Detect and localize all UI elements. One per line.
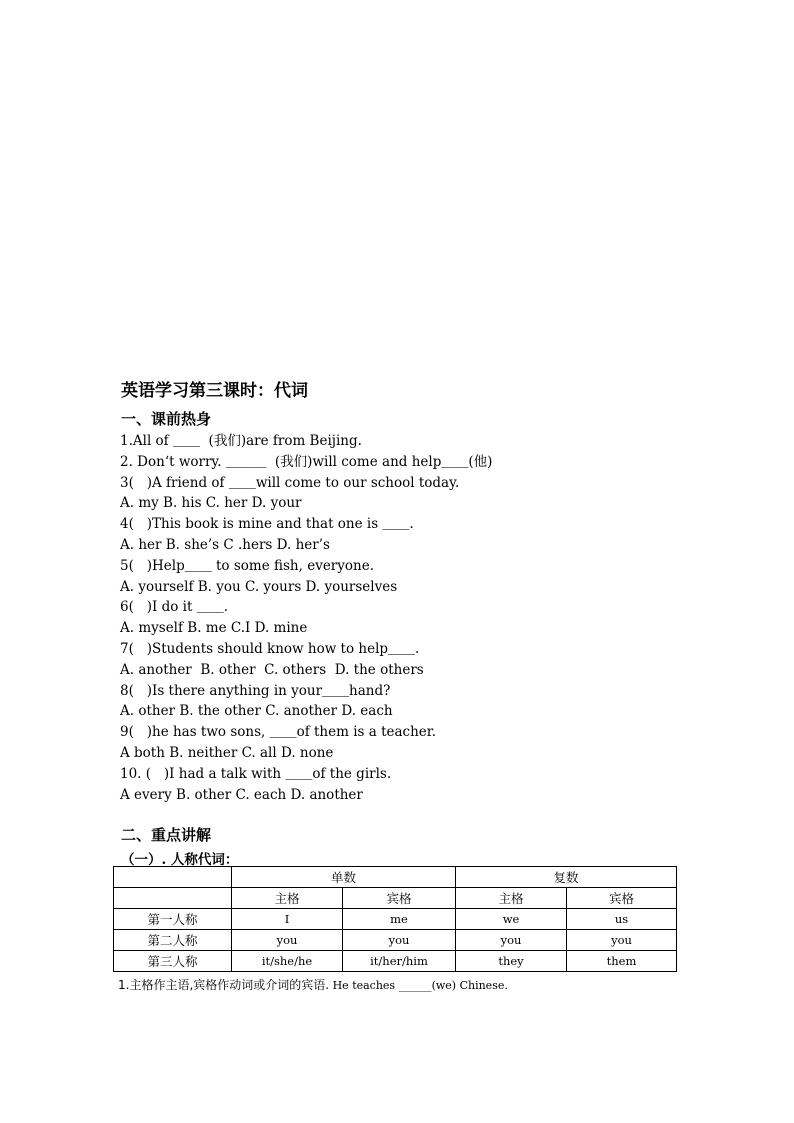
table-row [114, 951, 677, 972]
exercise-list [120, 431, 492, 805]
note-text: 1.主格作主语,宾格作动词或介词的宾语. [118, 978, 330, 992]
table-cell [114, 888, 232, 909]
exercise-line: 7( )Students should know how to help＿＿. [120, 640, 420, 657]
table-column-header: 宾格 [567, 888, 677, 909]
grammar-note [118, 976, 508, 993]
table-row [114, 888, 677, 909]
exercise-line: 8( )Is there anything in your＿＿hand? [120, 682, 391, 699]
exercise-line: 2. Don‘t worry. ＿＿＿ (我们)will come and help＿＿(他) [120, 453, 493, 470]
table-cell [114, 867, 232, 888]
exercise-line: 3( )A friend of ＿＿will come to our school today. [120, 474, 460, 491]
table-cell: you [343, 930, 456, 951]
table-row [114, 867, 677, 888]
table-row [114, 909, 677, 930]
exercise-line: A. other B. the other C. another D. each [120, 703, 393, 720]
subsection-heading: （一）. 人称代词： [121, 852, 239, 868]
exercise-line: A. yourself B. you C. yours D. yourselves [120, 578, 398, 595]
table-group-header: 复数 [456, 867, 677, 888]
table-cell: you [456, 930, 567, 951]
exercise-line: 5( )Help＿＿ to some fish, everyone. [120, 557, 374, 574]
table-row [114, 930, 677, 951]
table-cell: it/she/he [232, 951, 343, 972]
table-cell: me [343, 909, 456, 930]
table-cell: they [456, 951, 567, 972]
table-cell: we [456, 909, 567, 930]
exercise-line: A both B. neither C. all D. none [120, 744, 334, 761]
table-row-label: 第三人称 [114, 951, 232, 972]
note-example: He teaches ______(we) Chinese. [329, 979, 508, 992]
table-cell: you [232, 930, 343, 951]
exercise-line: A. my B. his C. her D. your [120, 495, 302, 512]
table-column-header: 主格 [456, 888, 567, 909]
section-heading-key-points: 二、重点讲解 [121, 826, 212, 844]
table-cell: them [567, 951, 677, 972]
exercise-line: A. myself B. me C.I D. mine [120, 620, 308, 637]
table-group-header: 单数 [232, 867, 456, 888]
exercise-line: 10. ( )I had a talk with ＿＿of the girls. [120, 765, 392, 782]
exercise-line: A. another B. other C. others D. the others [120, 661, 424, 678]
exercise-line: A every B. other C. each D. another [120, 786, 363, 803]
page-title: 英语学习第三课时：代词 [121, 381, 308, 401]
exercise-line: 4( )This book is mine and that one is ＿＿. [120, 516, 414, 533]
exercise-line: A. her B. she’s C .hers D. her’s [120, 536, 330, 553]
table-cell: I [232, 909, 343, 930]
exercise-line: 1.All of ＿＿ (我们)are from Beijing. [120, 433, 362, 449]
exercise-line: 9( )he has two sons, ＿＿of them is a teacher. [120, 724, 437, 741]
table-cell: it/her/him [343, 951, 456, 972]
table-cell: you [567, 930, 677, 951]
section-heading-warmup: 一、课前热身 [121, 410, 212, 428]
table-cell: us [567, 909, 677, 930]
table-row-label: 第二人称 [114, 930, 232, 951]
exercise-line: 6( )I do it ＿＿. [120, 599, 229, 616]
table-row-label: 第一人称 [114, 909, 232, 930]
table-column-header: 主格 [232, 888, 343, 909]
pronoun-table [113, 866, 677, 972]
table-column-header: 宾格 [343, 888, 456, 909]
